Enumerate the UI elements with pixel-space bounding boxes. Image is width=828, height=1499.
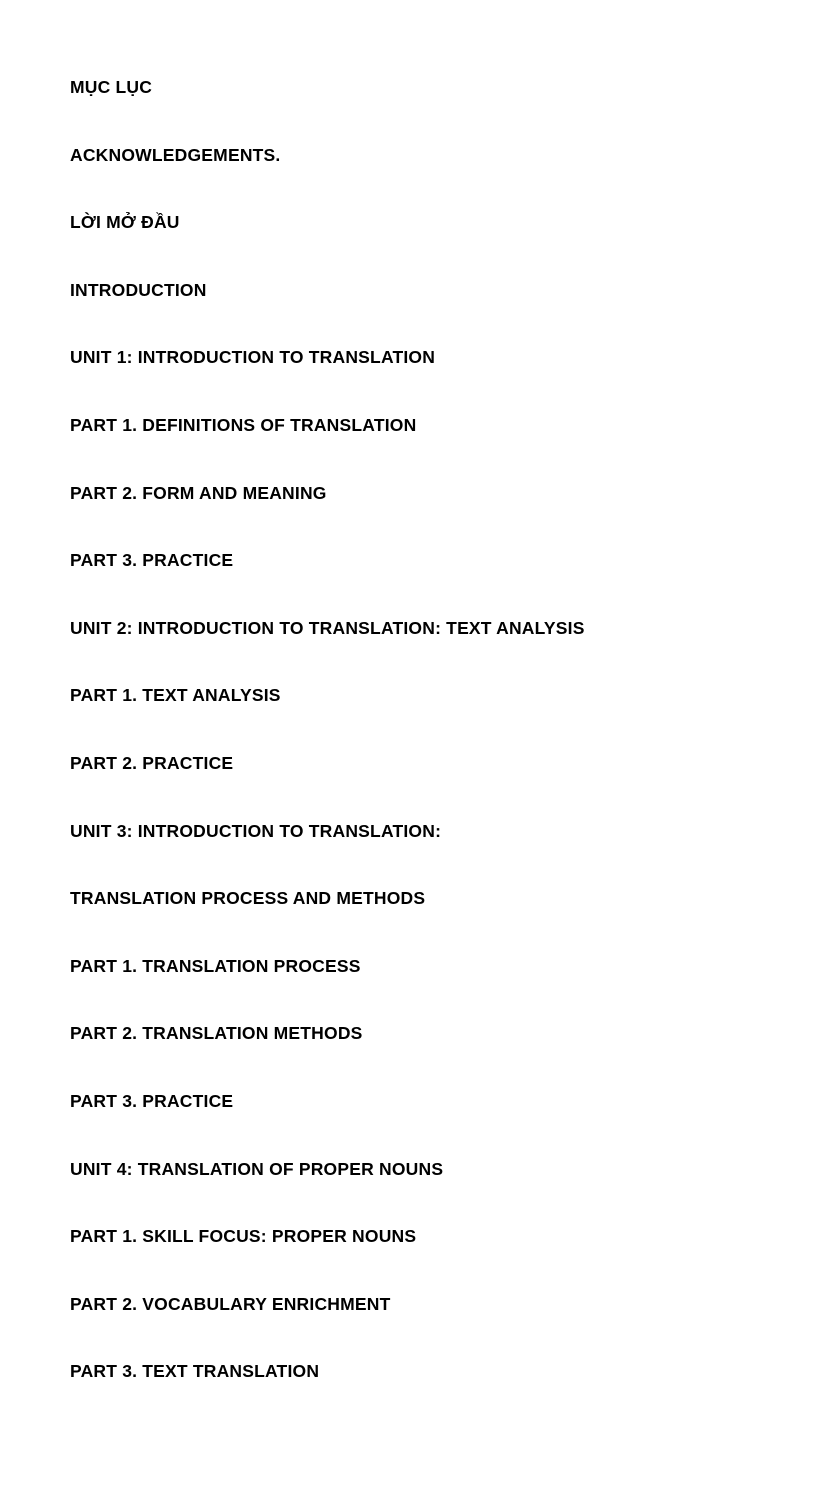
toc-entry-introduction: INTRODUCTION — [70, 279, 207, 300]
toc-entry-unit-4-part-2: PART 2. VOCABULARY ENRICHMENT — [70, 1293, 391, 1314]
toc-entry-unit-1-part-1: PART 1. DEFINITIONS OF TRANSLATION — [70, 414, 417, 435]
toc-entry-unit-1-part-2: PART 2. FORM AND MEANING — [70, 482, 327, 503]
toc-entry-unit-2-part-1: PART 1. TEXT ANALYSIS — [70, 685, 281, 706]
toc-entry-unit-2: UNIT 2: INTRODUCTION TO TRANSLATION: TEXT ANALYSIS — [70, 617, 585, 638]
toc-entry-unit-4-part-3: PART 3. TEXT TRANSLATION — [70, 1361, 320, 1382]
table-of-contents — [70, 76, 770, 1428]
toc-entry-unit-2-part-2: PART 2. PRACTICE — [70, 752, 234, 773]
toc-entry-unit-4-part-1: PART 1. SKILL FOCUS: PROPER NOUNS — [70, 1226, 417, 1247]
toc-entry-unit-1-part-3: PART 3. PRACTICE — [70, 550, 234, 571]
toc-entry-unit-3-part-1: PART 1. TRANSLATION PROCESS — [70, 955, 361, 976]
toc-entry-unit-3-part-3: PART 3. PRACTICE — [70, 1090, 234, 1111]
toc-heading-muc-luc: MỤC LỤC — [70, 77, 153, 97]
toc-entry-acknowledgements: ACKNOWLEDGEMENTS. — [70, 144, 281, 165]
toc-entry-unit-1: UNIT 1: INTRODUCTION TO TRANSLATION — [70, 347, 436, 368]
toc-entry-unit-3-part-2: PART 2. TRANSLATION METHODS — [70, 1023, 363, 1044]
toc-entry-loi-mo-dau: LỜI MỞ ĐẦU — [70, 212, 180, 233]
toc-entry-unit-3-subtitle: TRANSLATION PROCESS AND METHODS — [70, 888, 426, 909]
toc-entry-unit-4: UNIT 4: TRANSLATION OF PROPER NOUNS — [70, 1158, 444, 1179]
toc-entry-unit-3: UNIT 3: INTRODUCTION TO TRANSLATION: — [70, 820, 442, 841]
